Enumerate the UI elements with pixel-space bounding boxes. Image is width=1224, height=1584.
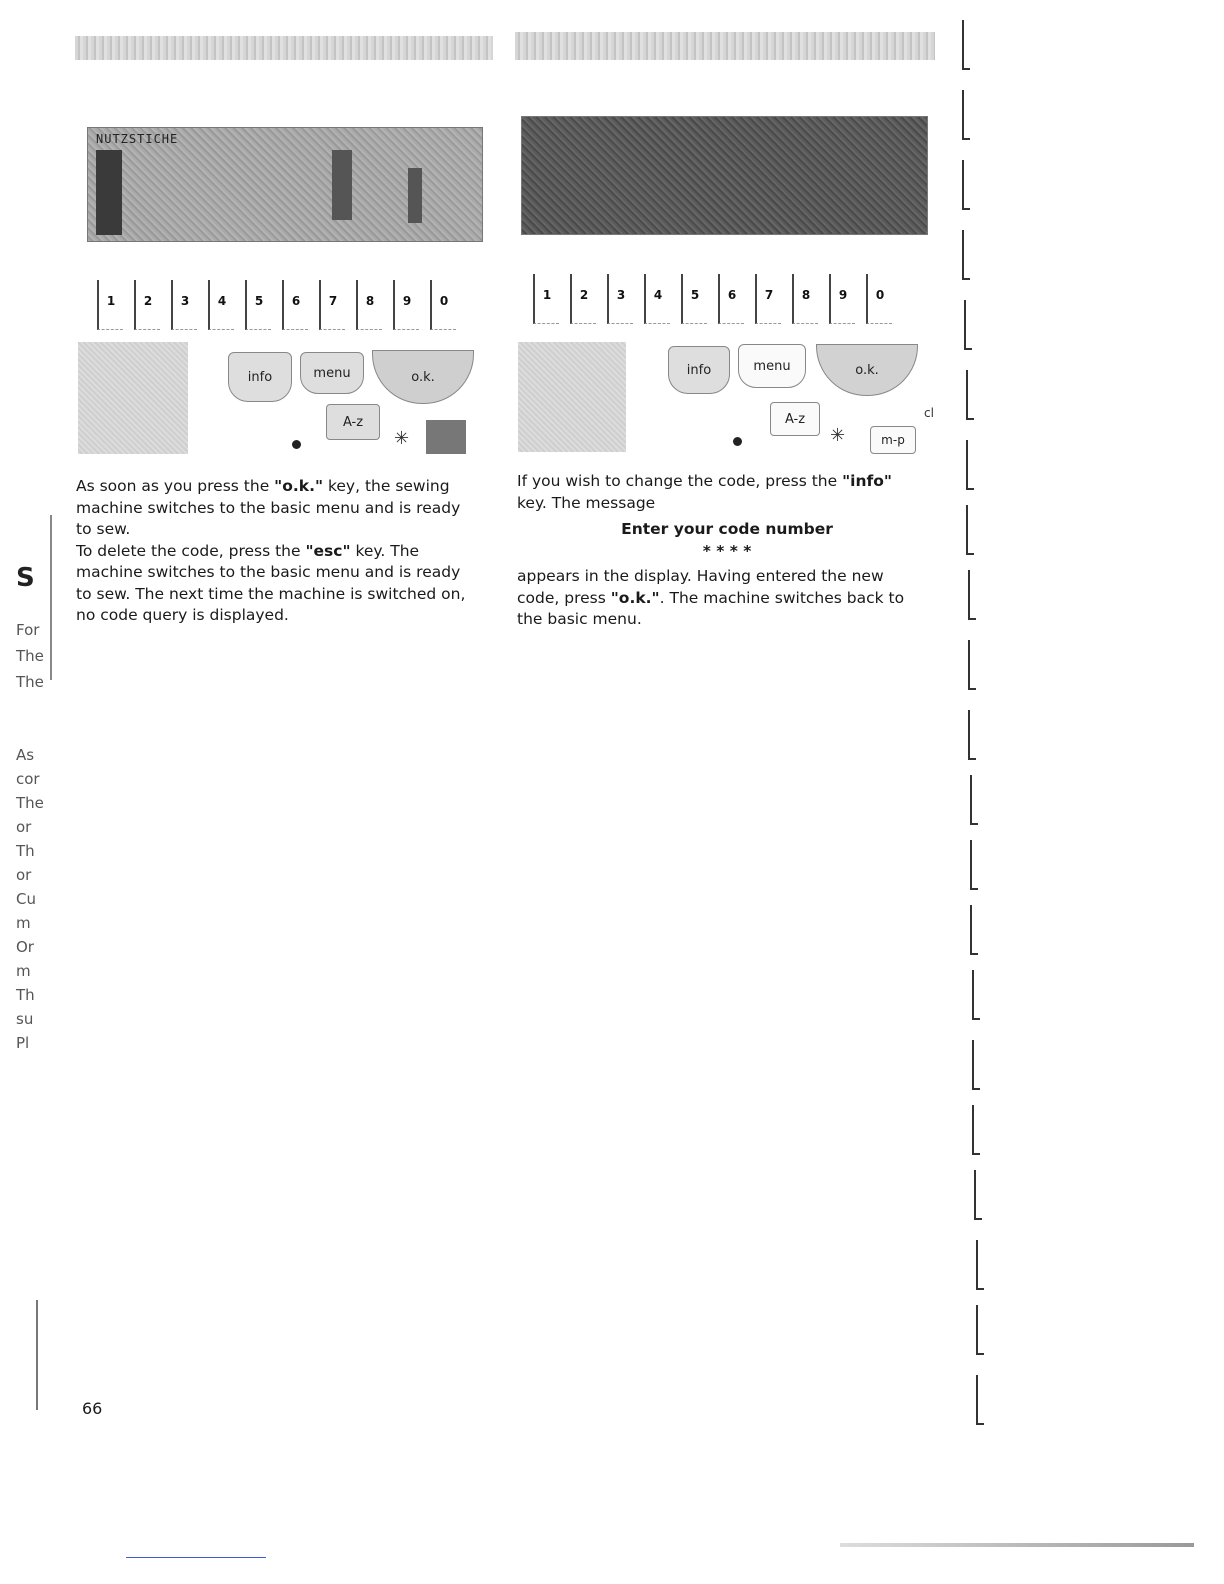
control-pad-right [518, 342, 626, 452]
menu-button[interactable] [738, 344, 806, 388]
binding-bracket [970, 775, 978, 825]
margin-fragment: su [16, 1010, 34, 1028]
ok-key-ref: "o.k." [610, 588, 660, 607]
number-key[interactable]: 6 [282, 280, 308, 330]
binding-bracket [962, 90, 970, 140]
ok-button[interactable] [372, 350, 474, 404]
number-key[interactable]: 5 [681, 274, 707, 324]
margin-fragment: or [16, 866, 32, 884]
right-intro [517, 471, 937, 514]
lcd-display-left [87, 127, 483, 242]
ok-label: o.k. [855, 362, 879, 378]
margin-fragment: The [16, 673, 44, 691]
number-key[interactable]: 3 [607, 274, 633, 324]
az-label: A-z [784, 411, 806, 427]
margin-fragment: Th [16, 842, 35, 860]
number-keys-right [533, 274, 892, 324]
menu-label: menu [753, 358, 791, 374]
margin-rule [36, 1300, 38, 1410]
binding-bracket [974, 1170, 982, 1220]
text-span: As soon as you press the [76, 477, 275, 495]
display-title: NUTZSTICHE [96, 132, 179, 146]
number-key[interactable]: 8 [792, 274, 818, 324]
text-span: the basic menu. [517, 610, 642, 628]
number-key[interactable]: 5 [245, 280, 271, 330]
text-span: to sew. [76, 520, 131, 538]
header-bar-right [515, 32, 935, 60]
text-span: no code query is displayed. [76, 606, 289, 624]
number-key[interactable]: 9 [829, 274, 855, 324]
text-span: key. The [350, 541, 420, 560]
number-key[interactable]: 1 [533, 274, 559, 324]
sparkle-icon: ✳ [394, 428, 410, 449]
binding-bracket [976, 1240, 984, 1290]
info-key-ref: "info" [842, 472, 892, 490]
number-key[interactable]: 1 [97, 280, 123, 330]
number-key[interactable]: 3 [171, 280, 197, 330]
lcd-display-right [521, 116, 928, 235]
ok-label: o.k. [411, 369, 435, 385]
bottom-rule-blue [126, 1557, 266, 1558]
binding-bracket [968, 710, 976, 760]
text-span: If you wish to change the code, press the [517, 472, 843, 490]
info-label: info [247, 369, 273, 385]
number-key[interactable]: 8 [356, 280, 382, 330]
number-key[interactable]: 2 [570, 274, 596, 324]
margin-rule [50, 515, 52, 680]
mp-label: m-p [881, 433, 905, 447]
az-button[interactable] [770, 402, 820, 436]
binding-bracket [962, 20, 970, 70]
ok-button[interactable] [816, 344, 918, 396]
code-asterisks: * * * * [702, 542, 752, 560]
text-span: code, press [517, 588, 611, 607]
text-span: key. The message [517, 493, 656, 512]
menu-button[interactable] [300, 352, 364, 394]
binding-bracket [970, 905, 978, 955]
binding-bracket [962, 160, 970, 210]
margin-fragment: m [16, 962, 31, 980]
stitch-pattern-icon [332, 150, 352, 220]
text-span: to sew. The next time the machine is switched on, [76, 584, 466, 603]
number-key[interactable]: 7 [755, 274, 781, 324]
margin-fragment: The [16, 647, 44, 665]
binding-bracket [964, 300, 972, 350]
binding-bracket [970, 840, 978, 890]
binding-bracket [968, 570, 976, 620]
text-span: . The machine switches back to [659, 588, 905, 607]
margin-fragment: As [16, 746, 35, 764]
number-key[interactable]: 7 [319, 280, 345, 330]
margin-fragment: or [16, 818, 32, 836]
margin-fragment: The [16, 794, 44, 812]
right-after [517, 566, 937, 631]
binding-bracket [976, 1305, 984, 1355]
number-key[interactable]: 2 [134, 280, 160, 330]
home-icon [426, 420, 466, 454]
margin-fragment: Cu [16, 890, 36, 908]
stitch-pattern-icon [408, 168, 422, 223]
header-bar-left [75, 36, 493, 60]
ok-key-ref: "o.k." [274, 477, 324, 495]
binding-bracket [962, 230, 970, 280]
number-key[interactable]: 4 [208, 280, 234, 330]
margin-fragment-s: S [16, 563, 35, 593]
menu-label: menu [313, 365, 351, 381]
margin-fragment: m [16, 914, 31, 932]
number-keys-left [97, 280, 456, 330]
margin-fragment: Th [16, 986, 35, 1004]
number-key[interactable]: 0 [866, 274, 892, 324]
number-key[interactable]: 6 [718, 274, 744, 324]
code-message: Enter your code number [621, 520, 833, 538]
clr-label: cl [924, 406, 934, 420]
text-span: key, the sewing [323, 477, 450, 495]
display-block [96, 150, 122, 235]
text-span: machine switches to the basic menu and is ready [76, 498, 461, 517]
margin-fragment: For [16, 621, 40, 639]
left-paragraph [76, 476, 496, 627]
sparkle-icon: ✳ [830, 425, 846, 446]
page-number: 66 [82, 1399, 103, 1418]
text-span: appears in the display. Having entered the new [517, 567, 884, 585]
binding-bracket [972, 1040, 980, 1090]
binding-bracket [966, 505, 974, 555]
binding-bracket [968, 640, 976, 690]
binding-bracket [966, 370, 974, 420]
text-span: To delete the code, press the [76, 541, 306, 560]
margin-fragment: Pl [16, 1034, 30, 1052]
esc-key-ref: "esc" [305, 541, 351, 560]
control-pad-left [78, 342, 188, 454]
text-span: machine switches to the basic menu and is ready [76, 563, 461, 581]
margin-fragment: Or [16, 938, 34, 956]
binding-bracket [972, 970, 980, 1020]
info-label: info [686, 362, 712, 378]
binding-bracket [972, 1105, 980, 1155]
number-key[interactable]: 9 [393, 280, 419, 330]
info-button[interactable] [668, 346, 730, 394]
binding-bracket [966, 440, 974, 490]
needle-dot-icon [292, 440, 301, 449]
binding-bracket [976, 1375, 984, 1425]
az-label: A-z [342, 414, 364, 430]
mp-button[interactable] [870, 426, 916, 454]
needle-dot-icon [733, 437, 742, 446]
number-key[interactable]: 4 [644, 274, 670, 324]
bottom-rule-gray [840, 1543, 1194, 1547]
number-key[interactable]: 0 [430, 280, 456, 330]
margin-fragment: cor [16, 770, 40, 788]
info-button[interactable] [228, 352, 292, 402]
az-button[interactable] [326, 404, 380, 440]
